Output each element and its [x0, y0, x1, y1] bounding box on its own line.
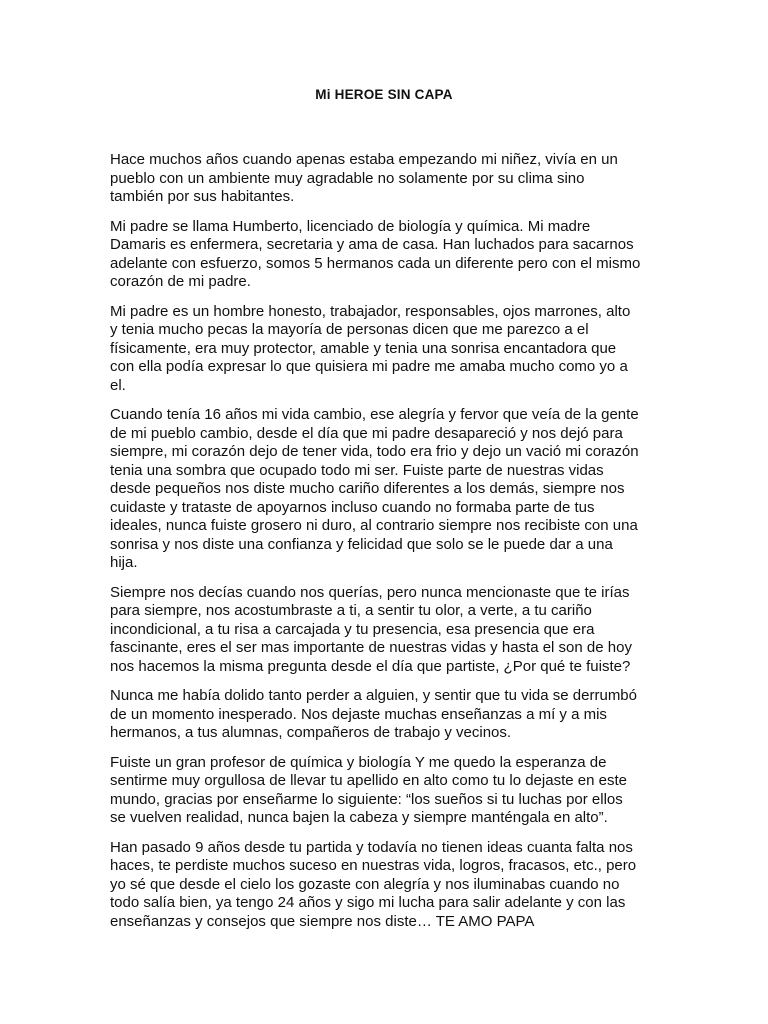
paragraph-line: físicamente, era muy protector, amable y tenia una sonrisa encantadora que: [110, 339, 617, 357]
paragraph-line: tenia una sombra que ocupado todo mi ser. Fuiste parte de nuestras vidas: [110, 461, 604, 479]
paragraph-line: sentirme muy orgullosa de llevar tu apellido en alto como tu lo dejaste en este: [110, 772, 627, 789]
paragraph-7: [110, 754, 660, 828]
paragraph-line: enseñanzas y consejos que siempre nos diste… TE AMO PAPA: [110, 912, 535, 930]
paragraph-line: para siempre, nos acostumbraste a ti, a sentir tu olor, a verte, a tu cariño: [110, 602, 592, 619]
paragraph-line: Mi padre se llama Humberto, licenciado de biología y química. Mi madre: [110, 217, 591, 235]
paragraph-line: corazón de mi padre.: [110, 273, 251, 290]
paragraph-line: el.: [110, 376, 126, 394]
paragraph-line: Cuando tenía 16 años mi vida cambio, ese alegría y fervor que veía de la gente: [110, 406, 639, 423]
paragraph-6: [110, 687, 660, 743]
paragraph-line: Siempre nos decías cuando nos querías, pero nunca mencionaste que te irías: [110, 583, 630, 601]
paragraph-line: desde pequeños nos diste mucho cariño diferentes a los demás, siempre nos: [110, 480, 625, 497]
paragraph-5: [110, 584, 660, 677]
paragraph-line: fascinante, eres el ser mas importante de nuestras vidas y hasta el son de hoy: [110, 639, 632, 656]
document-title: Mi HEROE SIN CAPA: [315, 87, 453, 102]
paragraph-line: Han pasado 9 años desde tu partida y todavía no tienen ideas cuanta falta nos: [110, 838, 633, 856]
paragraph-8: [110, 839, 660, 932]
paragraph-line: nos hacemos la misma pregunta desde el día que partiste, ¿Por qué te fuiste?: [110, 657, 631, 675]
paragraph-line: incondicional, a tu risa a carcajada y tu presencia, esa presencia que era: [110, 620, 595, 638]
paragraph-line: Fuiste un gran profesor de química y biología Y me quedo la esperanza de: [110, 753, 607, 771]
paragraph-line: adelante con esfuerzo, somos 5 hermanos cada un diferente pero con el mismo: [110, 254, 641, 272]
paragraph-line: y tenia mucho pecas la mayoría de personas dicen que me parezco a el: [110, 321, 589, 338]
paragraph-line: de mi pueblo cambio, desde el día que mi padre desapareció y nos dejó para: [110, 424, 623, 442]
paragraph-4: [110, 406, 660, 573]
paragraph-line: hermanos, a tus alumnas, compañeros de trabajo y vecinos.: [110, 724, 512, 741]
paragraph-line: Hace muchos años cuando apenas estaba empezando mi niñez, vivía en un: [110, 151, 618, 168]
paragraph-line: mundo, gracias por enseñarme lo siguiente: “los sueños si tu luchas por ellos: [110, 790, 623, 808]
paragraph-line: Damaris es enfermera, secretaria y ama de casa. Han luchados para sacarnos: [110, 236, 634, 253]
paragraph-line: con ella podía expresar lo que quisiera mi padre me amaba mucho como yo a: [110, 358, 628, 375]
document-body: [110, 151, 660, 942]
paragraph-line: hija.: [110, 554, 138, 571]
paragraph-line: Nunca me había dolido tanto perder a alguien, y sentir que tu vida se derrumbó: [110, 687, 637, 704]
paragraph-2: [110, 218, 660, 292]
paragraph-line: también por sus habitantes.: [110, 188, 295, 205]
paragraph-line: sonrisa y nos diste una confianza y felicidad que solo se le puede dar a una: [110, 535, 613, 553]
paragraph-line: siempre, mi corazón dejo de tener vida, todo era frio y dejo un vació mi corazón: [110, 443, 639, 460]
paragraph-line: Mi padre es un hombre honesto, trabajador, responsables, ojos marrones, alto: [110, 302, 631, 320]
paragraph-line: se vuelven realidad, nunca bajen la cabeza y siempre manténgala en alto”.: [110, 809, 608, 826]
paragraph-line: cuidaste y trataste de apoyarnos incluso cuando no formaba parte de tus: [110, 498, 595, 516]
paragraph-1: [110, 151, 660, 207]
paragraph-line: haces, te perdiste muchos suceso en nuestras vida, logros, fracasos, etc., pero: [110, 857, 637, 874]
paragraph-3: [110, 303, 660, 396]
paragraph-line: todo salía bien, ya tengo 24 años y sigo mi lucha para salir adelante y con las: [110, 894, 626, 911]
paragraph-line: yo sé que desde el cielo los gozaste con alegría y nos iluminabas cuando no: [110, 875, 620, 893]
paragraph-line: ideales, nunca fuiste grosero ni duro, al contrario siempre nos recibiste con una: [110, 517, 638, 534]
paragraph-line: de un momento inesperado. Nos dejaste muchas enseñanzas a mí y a mis: [110, 705, 607, 723]
paragraph-line: pueblo con un ambiente muy agradable no solamente por su clima sino: [110, 169, 585, 187]
